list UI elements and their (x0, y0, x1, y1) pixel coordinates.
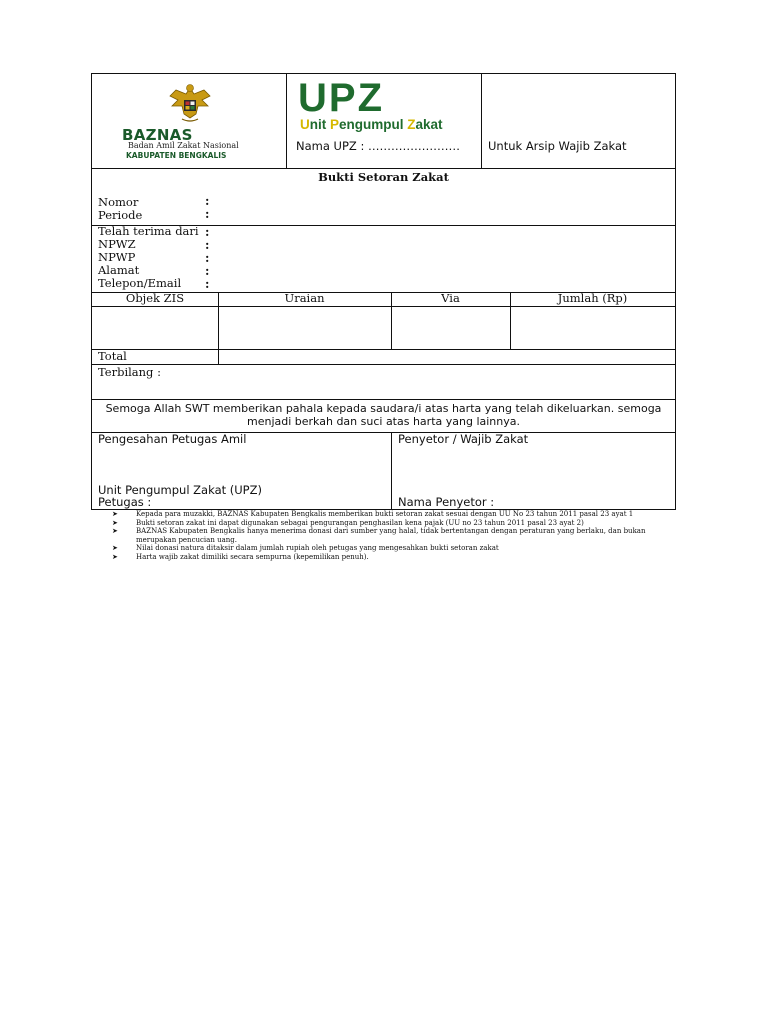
zakat-receipt-form (91, 73, 676, 510)
table-row (92, 307, 675, 350)
col-jumlah: Jumlah (Rp) (557, 291, 628, 305)
cell-jumlah[interactable] (512, 307, 675, 349)
cell-via[interactable] (393, 307, 510, 349)
baznas-name: BAZNAS (122, 126, 193, 144)
colon-nomor: : (205, 194, 210, 208)
colon-alamat: : (205, 264, 210, 278)
colon-periode: : (205, 207, 210, 221)
header-divider-2 (481, 74, 482, 168)
body-divider-3 (510, 307, 511, 349)
upz-logo: UPZ (298, 76, 384, 120)
list-item: ➤ Nilai donasi natura ditaksir dalam jumlah rupiah oleh petugas yang mengesahkan bukti setoran zakat (112, 544, 499, 553)
list-item: ➤ Bukti setoran zakat ini dapat digunakan sebagai pengurangan penghasilan kena pajak (UU no 23 tahun 2011 pasal 23 ayat 2) (112, 518, 584, 527)
colon-telepon: : (205, 277, 210, 291)
arrow-bullet-icon: ➤ (112, 544, 118, 553)
sig-right-name[interactable]: Nama Penyetor : (398, 495, 495, 509)
colon-npwz: : (205, 238, 210, 252)
prayer-row (92, 400, 675, 433)
header-divider-1 (286, 74, 287, 168)
footnotes (112, 510, 652, 562)
arsip-label: Untuk Arsip Wajib Zakat (488, 139, 627, 153)
cell-objek-zis[interactable] (92, 307, 218, 349)
title-row (92, 169, 675, 226)
total-row (92, 350, 675, 365)
list-item: ➤ Kepada para muzakki, BAZNAS Kabupaten Bengkalis memberikan bukti setoran zakat sesuai dengan UU No 23 tahun 2011 pasal 23 ayat 1 (112, 510, 634, 518)
prayer-line-2: menjadi berkah dan suci atas harta yang lainnya. (247, 415, 520, 428)
nama-upz-field[interactable]: Nama UPZ : …………………… (296, 139, 460, 153)
receipt-title: Bukti Setoran Zakat (318, 170, 449, 184)
upz-tagline: Unit Pengumpul Zakat (300, 117, 443, 132)
field-label-periode: Periode (98, 208, 143, 222)
donor-info-row (92, 226, 675, 293)
sig-left-title: Pengesahan Petugas Amil (98, 432, 247, 446)
sig-right-title: Penyetor / Wajib Zakat (398, 432, 529, 446)
arrow-bullet-icon: ➤ (112, 518, 118, 527)
field-label-terima: Telah terima dari (98, 224, 199, 238)
table-header-row (92, 293, 675, 307)
signature-divider (391, 433, 392, 509)
colon-npwp: : (205, 251, 210, 265)
header-row (92, 74, 675, 169)
body-divider-1 (218, 307, 219, 349)
sig-left-unit: Unit Pengumpul Zakat (UPZ) (98, 483, 262, 497)
arrow-bullet-icon: ➤ (112, 527, 118, 536)
signature-row (92, 433, 675, 509)
baznas-logo-cell (92, 74, 286, 168)
total-value-cell[interactable] (220, 350, 675, 364)
total-divider (218, 350, 219, 364)
field-label-npwz: NPWZ (98, 237, 136, 251)
arrow-bullet-icon: ➤ (112, 510, 118, 518)
col-uraian: Uraian (284, 291, 325, 305)
baznas-region: KABUPATEN BENGKALIS (126, 151, 227, 160)
colon-terima: : (205, 225, 210, 239)
col-objek-zis: Objek ZIS (125, 291, 185, 305)
garuda-emblem-icon (166, 82, 214, 124)
cell-uraian[interactable] (220, 307, 391, 349)
upz-logo-cell (288, 74, 481, 168)
prayer-line-1: Semoga Allah SWT memberikan pahala kepada saudara/i atas harta yang telah dikeluarkan. semoga (105, 402, 662, 415)
field-label-npwp: NPWP (98, 250, 136, 264)
col-via: Via (441, 291, 460, 305)
field-label-telepon: Telepon/Email (98, 276, 182, 290)
terbilang-label: Terbilang : (98, 365, 161, 379)
baznas-subtitle: Badan Amil Zakat Nasional (128, 141, 239, 150)
list-item: ➤ BAZNAS Kabupaten Bengkalis hanya menerima donasi dari sumber yang halal, tidak bertentangan dengan peraturan yang berlaku, dan bukan merupakan pencucian uang. (112, 527, 646, 544)
body-divider-2 (391, 307, 392, 349)
list-item: ➤ Harta wajib zakat dimiliki secara sempurna (kepemilikan penuh). (112, 552, 369, 561)
field-label-alamat: Alamat (98, 263, 140, 277)
arrow-bullet-icon: ➤ (112, 552, 118, 561)
sig-left-petugas[interactable]: Petugas : (98, 495, 152, 509)
terbilang-row (92, 365, 675, 400)
field-label-nomor: Nomor (98, 195, 139, 209)
total-label: Total (98, 349, 127, 363)
